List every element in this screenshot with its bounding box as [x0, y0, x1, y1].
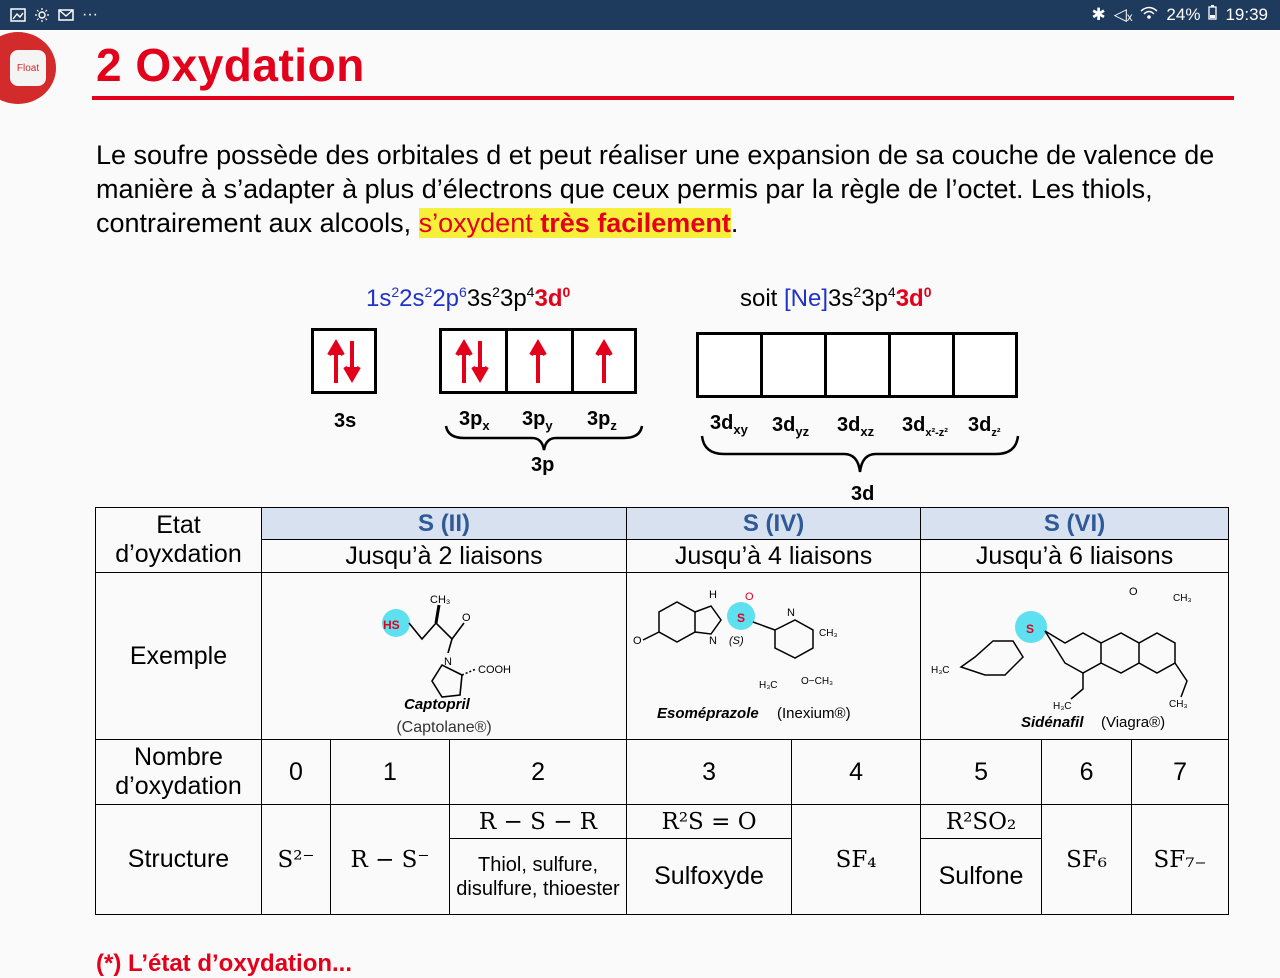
label-3pz: $3p_z$ — [587, 408, 617, 433]
brightness-icon — [34, 8, 50, 22]
oxidation-number-3: 3 — [627, 740, 792, 805]
label-nombre: Nombre d’oxydation — [96, 740, 262, 805]
header-s2: S (II) — [262, 508, 627, 540]
svg-text:CH₃: CH₃ — [430, 594, 451, 606]
orbital-3p-box — [439, 328, 637, 394]
structure-5-formula: R²SO₂ — [921, 805, 1042, 839]
orbital-3py — [508, 331, 574, 391]
structure-6: SF₆ — [1042, 805, 1132, 915]
mail-icon — [58, 8, 74, 22]
svg-text:COOH: COOH — [478, 664, 512, 676]
electron-config-short: soit $[Ne]3s^23p^43d^0$ — [740, 284, 932, 312]
svg-text:CH₃: CH₃ — [1168, 699, 1188, 710]
label-exemple: Exemple — [96, 573, 262, 740]
status-bar — [0, 0, 1280, 30]
highlight-bold: très facilement — [540, 208, 731, 238]
svg-text:N: N — [444, 656, 452, 668]
battery-level: 24% — [1166, 5, 1201, 24]
highlight-text: s’oxydent — [418, 208, 541, 238]
intro-paragraph — [96, 138, 1216, 240]
page-title: 2 Oxydation — [96, 39, 365, 91]
electron-config: $1s^22s^22p^63s^23p^43d^0$ — [366, 284, 571, 312]
battery-icon — [1208, 5, 1217, 25]
svg-text:H: H — [708, 589, 717, 601]
label-3dxy: $3d_{xy}$ — [710, 412, 748, 437]
structure-5-name: Sulfone — [921, 839, 1042, 915]
intro-end: . — [730, 208, 739, 238]
svg-text:O: O — [632, 635, 642, 647]
captopril-brand: (Captolane®) — [396, 719, 492, 736]
up-electron-icon — [574, 331, 634, 391]
label-3dxz: $3d_{xz}$ — [837, 414, 875, 439]
svg-text:O−CH₃: O−CH₃ — [800, 676, 833, 687]
orbital-3d-1 — [699, 335, 763, 395]
svg-text:H₃C: H₃C — [1052, 701, 1072, 712]
brace-3p — [444, 424, 644, 458]
float-tube-button[interactable] — [0, 32, 56, 104]
mute-icon: ◁ₓ — [1113, 5, 1133, 24]
bonds-s2: Jusqu’à 2 liaisons — [262, 540, 627, 573]
svg-text:H₃C: H₃C — [930, 665, 950, 676]
svg-text:N: N — [786, 607, 795, 619]
oxidation-number-6: 6 — [1042, 740, 1132, 805]
bonds-s6: Jusqu’à 6 liaisons — [921, 540, 1229, 573]
svg-text:(Viagra®): (Viagra®) — [1100, 714, 1165, 731]
label-3d-total: 3d — [851, 483, 875, 505]
header-etat: Etat d’oyxdation — [96, 508, 262, 573]
header-s6: S (VI) — [921, 508, 1229, 540]
label-3dz2: $3d_{z^2}$ — [968, 414, 1001, 439]
label-3s: 3s — [334, 410, 357, 432]
footer-note: (*) L’état d’oxydation... — [96, 950, 353, 977]
orbital-3pz — [574, 331, 634, 391]
svg-text:HS: HS — [383, 618, 400, 632]
paired-electrons-icon — [314, 331, 374, 391]
wifi-icon — [1140, 5, 1158, 25]
orbital-3d-box — [696, 332, 1018, 398]
svg-text:(S): (S) — [728, 635, 744, 647]
oxidation-number-4: 4 — [792, 740, 921, 805]
oxidation-number-0: 0 — [262, 740, 331, 805]
structure-7: SF₇₋ — [1132, 805, 1229, 915]
svg-text:H₃C: H₃C — [758, 680, 778, 691]
example-esomeprazole — [627, 573, 921, 740]
svg-text:Captopril: Captopril — [404, 696, 470, 713]
oxidation-number-7: 7 — [1132, 740, 1229, 805]
example-captopril — [262, 573, 627, 740]
highlight — [419, 208, 731, 238]
gallery-icon — [10, 8, 26, 22]
intro-text: Le soufre possède des orbitales d et peut réaliser une expansion de sa couche de valence de manière à s’adapter à plus d’électrons que ceux permis par la règle de l’octet. Les thiols, contrairement aux alcools, — [96, 140, 1215, 238]
structure-4: SF₄ — [792, 805, 921, 915]
label-structure: Structure — [96, 805, 262, 915]
structure-3-formula: R²S = O — [627, 805, 792, 839]
svg-text:S: S — [736, 611, 745, 625]
clock: 19:39 — [1225, 5, 1268, 24]
label-3dx2z2: $3d_{x^2-z^2}$ — [902, 414, 948, 439]
bonds-s4: Jusqu’à 4 liaisons — [627, 540, 921, 573]
captopril-structure — [264, 591, 624, 721]
more-indicator: ··· — [82, 6, 98, 23]
up-electron-icon — [508, 331, 568, 391]
svg-text:O: O — [1128, 586, 1138, 598]
label-3py: $3p_y$ — [522, 408, 553, 433]
structure-3-name: Sulfoxyde — [627, 839, 792, 915]
brace-3d — [700, 434, 1020, 478]
svg-text:O: O — [462, 612, 471, 624]
structure-1: R − S⁻ — [331, 805, 450, 915]
esomeprazole-structure — [629, 586, 919, 726]
orbital-3d-4 — [891, 335, 955, 395]
structure-0: S²⁻ — [262, 805, 331, 915]
paired-electrons-icon — [442, 331, 502, 391]
float-label: Float — [10, 50, 46, 86]
svg-text:(Inexium®): (Inexium®) — [776, 705, 851, 722]
bluetooth-icon: ✱ — [1091, 5, 1106, 24]
svg-text:Esoméprazole: Esoméprazole — [656, 705, 759, 722]
orbital-3px — [442, 331, 508, 391]
svg-text:CH₃: CH₃ — [818, 628, 838, 639]
oxidation-number-2: 2 — [450, 740, 627, 805]
orbital-3s-box — [311, 328, 377, 394]
label-3dyz: $3d_{yz}$ — [772, 414, 810, 439]
header-s4: S (IV) — [627, 508, 921, 540]
svg-text:O: O — [744, 591, 754, 603]
title-rule — [92, 96, 1234, 100]
svg-text:Sidénafil: Sidénafil — [1020, 714, 1084, 731]
label-3p-total: 3p — [531, 454, 555, 476]
structure-2-name: Thiol, sulfure, disulfure, thioester — [450, 839, 627, 915]
oxidation-number-5: 5 — [921, 740, 1042, 805]
oxidation-number-1: 1 — [331, 740, 450, 805]
oxidation-table — [95, 507, 1229, 915]
svg-text:N: N — [708, 635, 717, 647]
svg-text:S: S — [1025, 622, 1034, 636]
orbital-3d-2 — [763, 335, 827, 395]
orbital-3d-3 — [827, 335, 891, 395]
svg-text:CH₃: CH₃ — [1172, 593, 1192, 604]
sildenafil-structure — [925, 581, 1225, 731]
label-3px: $3p_x$ — [459, 408, 490, 433]
structure-2-formula: R − S − R — [450, 805, 627, 839]
example-sildenafil — [921, 573, 1229, 740]
